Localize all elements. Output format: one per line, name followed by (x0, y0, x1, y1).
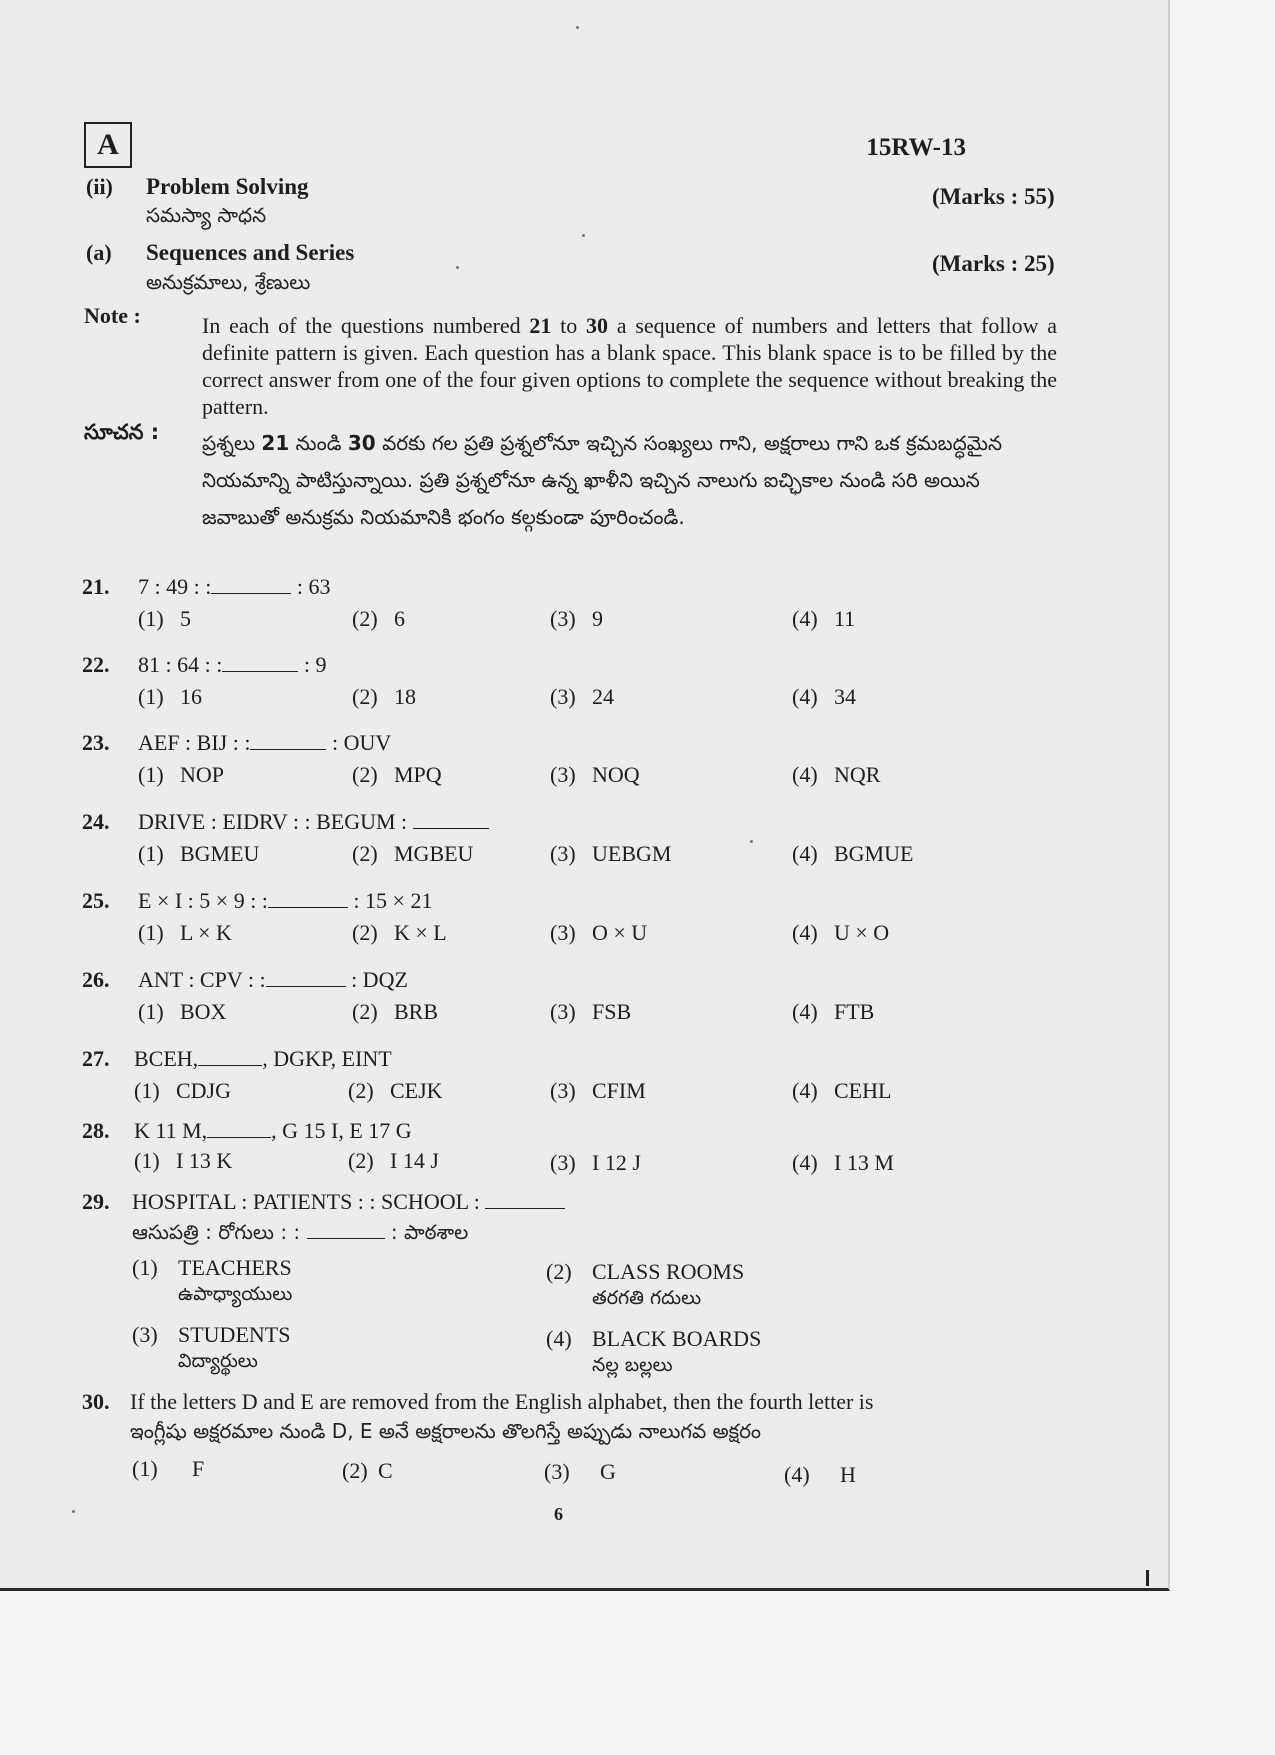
option-2[interactable]: (2) 18 (352, 684, 416, 709)
section-a-title: Sequences and Series (146, 240, 355, 265)
question-23 (82, 730, 1082, 800)
option-1[interactable]: (1) BOX (138, 999, 227, 1024)
question-30-number: 30. (82, 1389, 110, 1414)
question-number: 25. (82, 888, 110, 913)
question-text: 7 : 49 : : : 63 (138, 574, 331, 599)
question-number: 21. (82, 574, 110, 599)
question-29-option-3[interactable]: (3) STUDENTS విద్యార్థులు (132, 1322, 291, 1372)
question-28 (82, 1118, 1082, 1188)
note-text: In each of the questions numbered 21 to 30 a sequence of numbers and letters that follow a definite pattern is given. Each question has a blank space. This blank space is to be filled by the correct answer from one of the four given options to complete the sequence without breaking the pattern. (202, 313, 1057, 419)
option-1[interactable]: (1) I 13 K (134, 1148, 233, 1173)
option-1[interactable]: (1) 5 (138, 606, 191, 631)
section-a-title-telugu: అనుక్రమాలు, శ్రేణులు (146, 270, 311, 294)
page-number: 6 (554, 1504, 563, 1524)
question-text: AEF : BIJ : : : OUV (138, 730, 392, 755)
option-1[interactable]: (1) BGMEU (138, 841, 260, 866)
question-text: E × I : 5 × 9 : : : 15 × 21 (138, 888, 433, 913)
scan-speck (456, 266, 459, 269)
question-30-text: If the letters D and E are removed from the English alphabet, then the fourth letter is (130, 1389, 874, 1414)
question-text: ANT : CPV : : : DQZ (138, 967, 408, 992)
option-1[interactable]: (1) F (132, 1456, 205, 1481)
question-22 (82, 652, 1082, 722)
question-25 (82, 888, 1082, 958)
question-29-option-4[interactable]: (4) BLACK BOARDS నల్ల బల్లలు (546, 1326, 762, 1376)
question-29-option-2[interactable]: (2) CLASS ROOMS తరగతి గదులు (546, 1259, 745, 1309)
option-4[interactable]: (4) FTB (792, 999, 875, 1024)
option-4[interactable]: (4) CEHL (792, 1078, 892, 1103)
question-26 (82, 967, 1082, 1037)
option-1[interactable]: (1) CDJG (134, 1078, 232, 1103)
question-29-text-telugu: ఆసుపత్రి : రోగులు : : : పాఠశాల (132, 1220, 469, 1244)
option-2[interactable]: (2) K × L (352, 920, 447, 945)
option-2[interactable]: (2) C (342, 1458, 393, 1483)
option-1[interactable]: (1) L × K (138, 920, 232, 945)
option-3[interactable]: (3) G (544, 1459, 616, 1484)
question-number: 27. (82, 1046, 110, 1071)
section-a-marks: (Marks : 25) (932, 251, 1055, 276)
option-3[interactable]: (3) 24 (550, 684, 614, 709)
option-3[interactable]: (3) CFIM (550, 1078, 646, 1103)
question-text: 81 : 64 : : : 9 (138, 652, 327, 677)
note-label: Note : (84, 303, 141, 328)
question-text: BCEH, , DGKP, EINT (134, 1046, 392, 1071)
question-29-text: HOSPITAL : PATIENTS : : SCHOOL : (132, 1189, 565, 1215)
option-3[interactable]: (3) 9 (550, 606, 603, 631)
option-3[interactable]: (3) I 12 J (550, 1150, 641, 1175)
scan-speck (576, 26, 579, 29)
question-27 (82, 1046, 1082, 1116)
option-2[interactable]: (2) BRB (352, 999, 439, 1024)
question-number: 22. (82, 652, 110, 677)
option-2[interactable]: (2) MGBEU (352, 841, 474, 866)
question-24 (82, 809, 1082, 879)
sucana-label: సూచన : (84, 420, 160, 444)
option-3[interactable]: (3) FSB (550, 999, 632, 1024)
section-ii-title-telugu: సమస్యా సాధన (146, 203, 267, 227)
option-2[interactable]: (2) CEJK (348, 1078, 443, 1103)
question-text: K 11 M, , G 15 I, E 17 G (134, 1118, 412, 1143)
sucana-text: ప్రశ్నలు 21 నుండి 30 వరకు గల ప్రతి ప్రశ్నలోనూ ఇచ్చిన సంఖ్యలు గాని, అక్షరాలు గాని ఒక క్రమబద్ధమైన నియమాన్ని పాటిస్తున్నాయి. ప్రతి ప్రశ్నలోనూ ఉన్న ఖాళీని ఇచ్చిన నాలుగు ఐచ్ఛికాల నుండి సరి అయిన జవాబుతో అనుక్రమ నియమానికి భంగం కల్గకుండా పూరించండి. (202, 431, 1002, 529)
scan-speck (72, 1510, 75, 1513)
question-29-number: 29. (82, 1189, 110, 1214)
paper-set-box: A (84, 122, 132, 168)
scan-speck (750, 840, 753, 843)
option-1[interactable]: (1) 16 (138, 684, 202, 709)
section-a-number: (a) (86, 240, 112, 265)
question-number: 24. (82, 809, 110, 834)
question-29-option-1[interactable]: (1) TEACHERS ఉపాధ్యాయులు (132, 1255, 293, 1305)
question-text: DRIVE : EIDRV : : BEGUM : (138, 809, 489, 835)
question-number: 28. (82, 1118, 110, 1143)
option-2[interactable]: (2) I 14 J (348, 1148, 439, 1173)
binding-mark (1146, 1570, 1149, 1586)
option-4[interactable]: (4) H (784, 1462, 856, 1487)
option-3[interactable]: (3) NOQ (550, 762, 640, 787)
paper-code: 15RW-13 (866, 134, 966, 161)
option-4[interactable]: (4) 11 (792, 606, 856, 631)
option-4[interactable]: (4) BGMUE (792, 841, 914, 866)
scan-speck (582, 234, 585, 237)
option-4[interactable]: (4) I 13 M (792, 1150, 894, 1175)
question-30-text-telugu: ఇంగ్లీషు అక్షరమాల నుండి D, E అనే అక్షరాలను తొలగిస్తే అప్పుడు నాలుగవ అక్షరం (130, 1419, 762, 1443)
option-3[interactable]: (3) O × U (550, 920, 648, 945)
option-4[interactable]: (4) U × O (792, 920, 890, 945)
section-ii-marks: (Marks : 55) (932, 184, 1055, 209)
option-2[interactable]: (2) MPQ (352, 762, 442, 787)
question-number: 26. (82, 967, 110, 992)
option-3[interactable]: (3) UEBGM (550, 841, 672, 866)
question-21 (82, 574, 1082, 644)
option-4[interactable]: (4) NQR (792, 762, 881, 787)
option-2[interactable]: (2) 6 (352, 606, 405, 631)
option-4[interactable]: (4) 34 (792, 684, 856, 709)
section-ii-number: (ii) (86, 174, 113, 199)
section-ii-title: Problem Solving (146, 174, 309, 199)
option-1[interactable]: (1) NOP (138, 762, 225, 787)
question-number: 23. (82, 730, 110, 755)
